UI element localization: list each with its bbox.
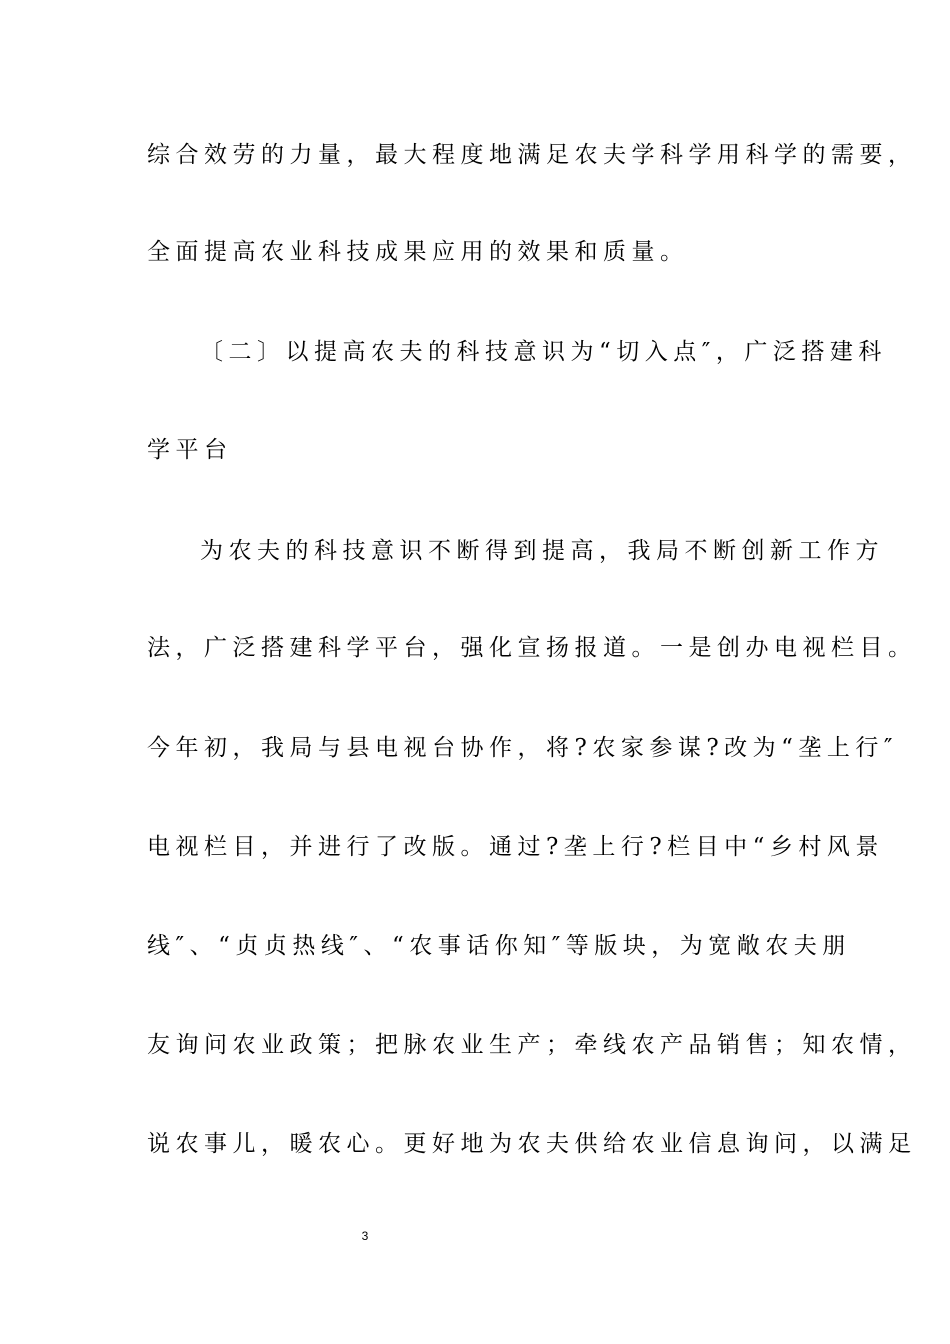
text-line: 综合效劳的力量，最大程度地满足农夫学科学用科学的需要， <box>147 142 917 168</box>
text-line: 今年初，我局与县电视台协作，将?农家参谋?改为“垄上行″ <box>147 735 899 761</box>
text-line: 电视栏目，并进行了改版。通过?垄上行?栏目中“乡村风景 <box>147 834 884 860</box>
page-number: 3 <box>361 1229 369 1243</box>
text-line: 线″、“贞贞热线″、“农事话你知″等版块，为宽敞农夫朋 <box>147 933 851 959</box>
text-line: 法，广泛搭建科学平台，强化宣扬报道。一是创办电视栏目。 <box>147 635 917 661</box>
section-heading-line: 学平台 <box>147 437 233 463</box>
section-heading-line: 〔二〕以提高农夫的科技意识为“切入点″，广泛搭建科 <box>200 339 887 365</box>
text-line: 说农事儿，暖农心。更好地为农夫供给农业信息询问，以满足 <box>147 1131 917 1157</box>
paragraph-first-line: 为农夫的科技意识不断得到提高，我局不断创新工作方 <box>200 538 884 564</box>
text-line: 全面提高农业科技成果应用的效果和质量。 <box>147 239 689 265</box>
text-line: 友询问农业政策；把脉农业生产；牵线农产品销售；知农情， <box>147 1032 917 1058</box>
